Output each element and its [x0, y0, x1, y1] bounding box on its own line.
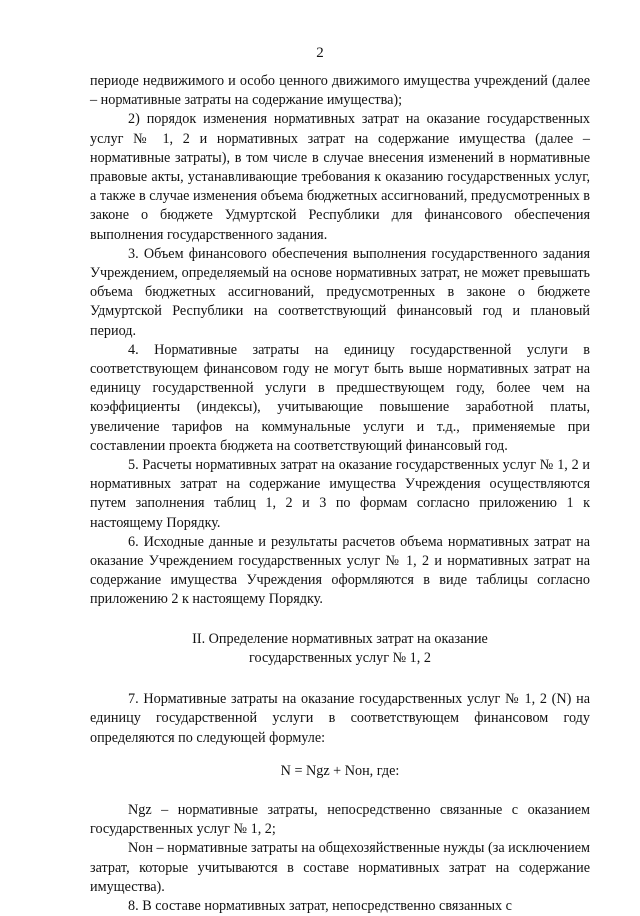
- page-number: 2: [316, 45, 324, 61]
- paragraph-8: 8. В составе нормативных затрат, непосредственно связанных с: [128, 897, 512, 914]
- paragraph-4: 4. Нормативные затраты на единицу государственной услуги в соответствующем финансовом году не могут быть выше нормативных затрат на единицу государственной услуги в предшествующем году, более чем на коэффициенты (индексы), учитывающие повышение заработной платы, увеличение тарифов на коммунальные услуги и т.д., применяемые при составлении проекта бюджета на соответствующий финансовый год.: [90, 341, 590, 454]
- formula: N = Ngz + Nон, где:: [280, 762, 400, 779]
- definition-ngz: Ngz – нормативные затраты, непосредственно связанные с оказанием государственных услуг № 1, 2;: [90, 801, 590, 838]
- section-title-line-2: государственных услуг № 1, 2: [249, 649, 431, 666]
- paragraph-2: 2) порядок изменения нормативных затрат на оказание государственных услуг № 1, 2 и нормативных затрат на содержание имущества (далее – нормативные затраты), в том числе в случае внесения изменений в нормативные правовые акты, устанавливающие требования к оказанию государственных услуг, а также в случае изменения объема бюджетных ассигнований, предусмотренных в законе о бюджете Удмуртской Республики для финансового обеспечения выполнения государственного задания.: [90, 111, 590, 243]
- paragraph-3: 3. Объем финансового обеспечения выполнения государственного задания Учреждением, определяемый на основе нормативных затрат, не может превышать объема бюджетных ассигнований, предусмотренных в законе о бюджете Удмуртской Республики на соответствующий финансовый год и плановый период.: [90, 245, 590, 339]
- section-title: [90, 630, 590, 668]
- paragraph-6: 6. Исходные данные и результаты расчетов объема нормативных затрат на оказание Учреждением государственных услуг № 1, 2 и нормативных затрат на содержание имущества Учреждения оформляются в виде таблицы согласно приложению 2 к настоящему Порядку.: [90, 533, 590, 608]
- document-body: [90, 72, 590, 916]
- section-title-line-1: II. Определение нормативных затрат на оказание: [192, 630, 488, 647]
- definition-non: Nон – нормативные затраты на общехозяйственные нужды (за исключением затрат, которые учитываются в составе нормативных затрат на содержание имущества).: [90, 840, 590, 895]
- paragraph-continuation: периоде недвижимого и особо ценного движимого имущества учреждений (далее – нормативные затраты на содержание имущества);: [90, 73, 590, 109]
- paragraph-7: 7. Нормативные затраты на оказание государственных услуг № 1, 2 (N) на единицу государственной услуги в соответствующем финансовом году определяются по следующей формуле:: [90, 691, 590, 746]
- paragraph-5: 5. Расчеты нормативных затрат на оказание государственных услуг № 1, 2 и нормативных затрат на содержание имущества Учреждения осуществляются путем заполнения таблиц 1, 2 и 3 по формам согласно приложению 1 к настоящему Порядку.: [90, 457, 590, 531]
